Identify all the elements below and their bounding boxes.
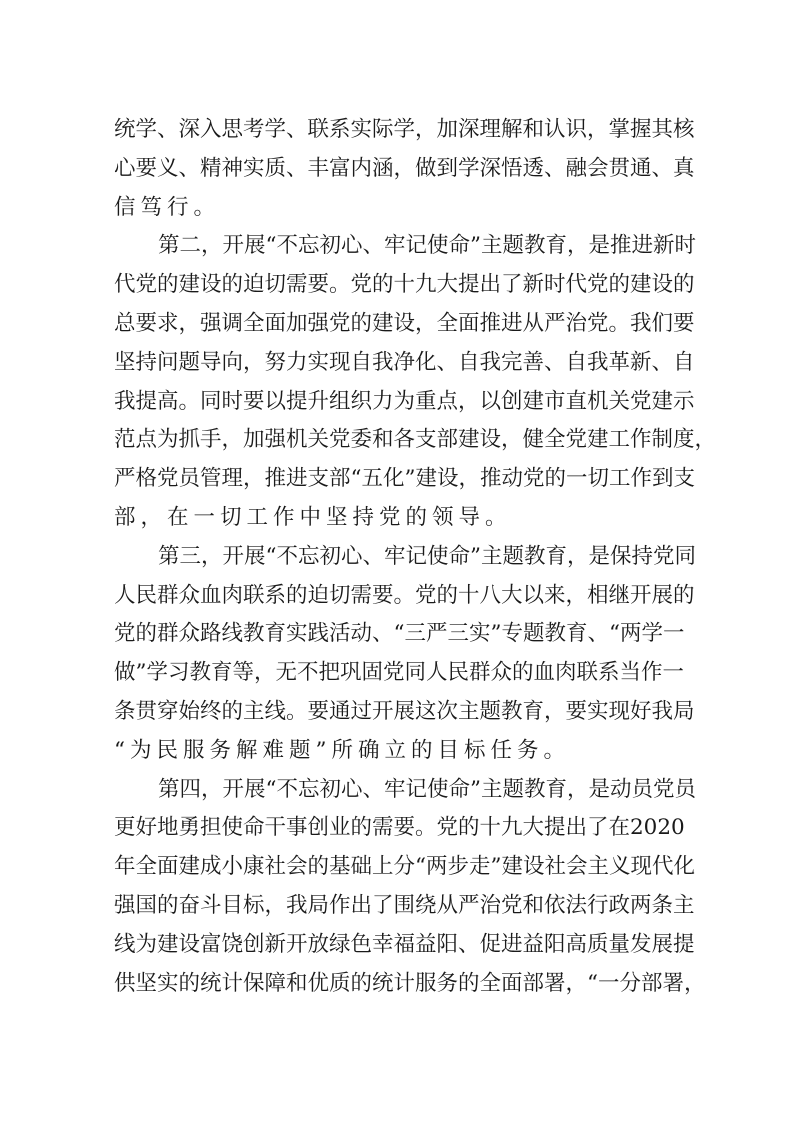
text-line: 总要求，强调全面加强党的建设，全面推进从严治党。我们要 bbox=[114, 311, 695, 336]
text-line: 线为建设富饶创新开放绿色幸福益阳、促进益阳高质量发展提 bbox=[114, 931, 695, 957]
text-line: 信笃行。 bbox=[114, 194, 221, 220]
text-line: 党的群众路线教育实践活动、“三严三实”专题教育、“两学一 bbox=[114, 621, 685, 647]
text-line: 坚持问题导向，努力实现自我净化、自我完善、自我革新、自 bbox=[114, 349, 695, 375]
text-line: 供坚实的统计保障和优质的统计服务的全面部署，“一分部署， bbox=[114, 970, 706, 996]
text-line: 严格党员管理，推进支部“五化”建设，推动党的一切工作到支 bbox=[114, 466, 695, 492]
text-line: “为民服务解难题”所确立的目标任务。 bbox=[114, 737, 570, 763]
text-line: 范点为抓手，加强机关党委和各支部建设，健全党建工作制度， bbox=[114, 427, 717, 453]
text-line: 心要义、精神实质、丰富内涵，做到学深悟透、融会贯通、真 bbox=[114, 155, 695, 181]
text-line: 做”学习教育等，无不把巩固党同人民群众的血肉联系当作一 bbox=[114, 660, 684, 686]
text-line: 我提高。同时要以提升组织力为重点，以创建市直机关党建示 bbox=[114, 388, 695, 414]
text-line: 第三，开展“不忘初心、牢记使命”主题教育，是保持党同 bbox=[158, 543, 696, 569]
text-line: 强国的奋斗目标，我局作出了围绕从严治党和依法行政两条主 bbox=[114, 893, 695, 918]
text-line: 部，在一切工作中坚持党的领导。 bbox=[114, 505, 512, 530]
text-line: 条贯穿始终的主线。要通过开展这次主题教育，要实现好我局 bbox=[114, 699, 695, 724]
text-line: 人民群众血肉联系的迫切需要。党的十八大以来，相继开展的 bbox=[114, 582, 695, 608]
text-line: 统学、深入思考学、联系实际学，加深理解和认识，掌握其核 bbox=[114, 117, 695, 142]
text-line: 更好地勇担使命干事创业的需要。党的十九大提出了在2020 bbox=[114, 815, 685, 841]
text-line: 年全面建成小康社会的基础上分“两步走”建设社会主义现代化 bbox=[114, 854, 695, 880]
text-line: 第二，开展“不忘初心、牢记使命”主题教育，是推进新时 bbox=[158, 233, 696, 259]
text-line: 第四，开展“不忘初心、牢记使命”主题教育，是动员党员 bbox=[158, 776, 696, 802]
text-line: 代党的建设的迫切需要。党的十九大提出了新时代党的建设的 bbox=[114, 272, 695, 298]
